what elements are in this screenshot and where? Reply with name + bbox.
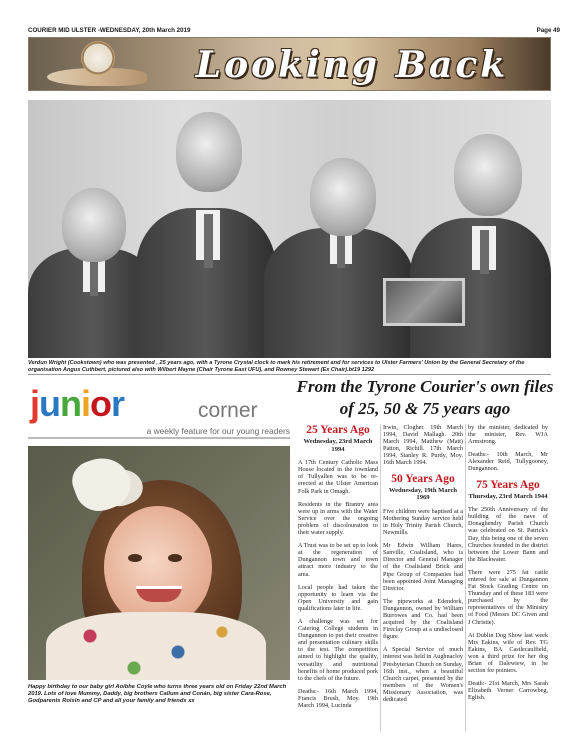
junior-letter: r <box>111 383 125 424</box>
article-paragraph: Mr Edwin William Hares, Sanville, Coalisland, who is Director and General Manager of the Coalisland Brick and Pipe Group of Companies had been appointed Joint Managing Director. <box>383 542 463 592</box>
article-paragraph: Deaths:- 10th March, Mr Alexander Reid, Tullygooney, Dungannon. <box>468 451 548 473</box>
article-paragraph: by the minister, dedicated by the minister, Rev. WJA Armstrong. <box>468 424 548 446</box>
section-divider <box>28 374 551 375</box>
article-paragraph: A Trust was to be set up to look at the regeneration of Dungannon town and town attract more industry to the area. <box>298 542 378 578</box>
article-paragraph: A Special Service of much interest was held in Aughnacloy Presbyterian Church on Sunday, 16th inst., when a beautiful Church carpet, presented by the members of the Women's Missionary Association, was dedicated <box>383 646 463 703</box>
article-paragraph: The 250th Anniversary of the building of the nave of Donaghendry Parish Church was celebrated on St. Patrick's Day, this being one of the seven Churches founded in the district between the Lower Bann and the Blackwater. <box>468 506 548 563</box>
photo-eye <box>168 554 182 562</box>
tagline-underline <box>28 437 290 439</box>
article-paragraph: Residents in the Brantry area were up in arms with the Water Service over the ongoing problem of discolouration to their water supply. <box>298 500 378 537</box>
junior-tagline: a weekly feature for our young readers <box>146 426 290 436</box>
page-header <box>28 27 560 37</box>
section-title-75: 75 Years Ago <box>476 478 540 491</box>
junior-letter: i <box>81 383 91 424</box>
birthday-photo <box>28 446 290 680</box>
banner-title: Looking Back <box>195 44 509 86</box>
section-date-50: Wednesday, 19th March 1969 <box>388 486 458 502</box>
junior-letter: u <box>39 383 61 424</box>
main-photo <box>28 100 551 358</box>
article-paragraph: Irwin, Clogher. 19th March 1994, David Mallagh. 20th March 1994, Matthew (Matt) Patton, Richill. 17th March 1994, Stanley R. Purdy, Moy. 16th March 1994. <box>383 424 463 467</box>
column-rule <box>465 424 466 732</box>
pocket-watch-icon <box>81 41 115 75</box>
section-title-50: 50 Years Ago <box>391 472 455 485</box>
photo-person-3 <box>264 158 414 358</box>
main-photo-caption: Verdun Wright (Cookstown) who was presented , 25 years ago, with a Tyrone Crystal clock to mark his retirement and for services to Ulster Farmers' Union by the General Secretary of the organisation Angus Cuthbert, pictured also with Wilbert Mayne (Chair Tyrone East UFU), and Rowney Stewart (Ex Chair).bt19 1292 <box>28 360 525 373</box>
junior-word <box>30 384 124 424</box>
column-rule <box>380 424 381 732</box>
photo-dress <box>46 612 266 680</box>
section-title-25: 25 Years Ago <box>306 424 370 436</box>
section-date-25: Wednesday, 23rd March 1994 <box>303 438 373 453</box>
article-paragraph: Local people had taken the opportunity to learn via the Open University and gain qualifications later in life. <box>298 583 378 612</box>
junior-corner-logo <box>28 384 290 444</box>
header-page-number: Page 49 <box>536 27 560 34</box>
article-paragraph: Five children were baptised at a Mothering Sunday service held in Holy Trinity Parish Church, Newmills. <box>383 507 463 537</box>
article-paragraph: Death:- 21st March, Mrs Sarah Elizabeth Verner Carrowbeg, Eglish. <box>468 680 548 702</box>
junior-letter: j <box>30 383 40 424</box>
photo-person-2 <box>136 108 276 358</box>
column-25-years <box>298 424 378 715</box>
looking-back-banner <box>28 37 551 91</box>
section-date-75: Thursday, 23rd March 1944 <box>468 492 548 500</box>
photo-face <box>104 506 212 628</box>
presentation-clock <box>383 278 465 326</box>
article-paragraph: A challenge was set for Catering College students in Dungannon to put their creative and presentation culinary skills to the test. The competition aimed to highlight the quality, versatility and nutritional benefits of home produced pork to the chefs of the future. <box>298 617 378 682</box>
article-paragraph: The pipeworks at Edendork, Dungannon, owned by William Burrowes and Co. had been acquired by the Coalisland Fireclay Group at a undisclosed figure. <box>383 597 463 641</box>
birthday-caption: Happy birthday to our baby girl Aoibhe Coyle who turns three years old on Friday 22nd March 2019. Lots of love Mummy, Daddy, big brothers Callum and Conán, big sister Cara-Rose, Godparents Roisin and CP and all your family and friends xx <box>28 684 287 704</box>
column-50-years <box>383 424 463 709</box>
article-paragraph: There were 275 fat cattle entered for sale at Dungannon Fat Stock Grading Centre on Thursday and of these 183 were purchased by the representatives of the Ministry of Food (Messrs DC Given and J Christie). <box>468 568 548 626</box>
junior-letter: o <box>90 383 112 424</box>
photo-eye <box>128 554 142 562</box>
article-paragraph: Deaths:- 16th March 1994, Francis Brush, Moy. 19th March 1994, Lucinda <box>298 687 378 709</box>
junior-letter: n <box>60 383 82 424</box>
corner-word: corner <box>198 399 258 422</box>
files-headline: From the Tyrone Courier's own files of 25, 50 & 75 years ago <box>296 377 554 418</box>
header-publication: COURIER MID ULSTER -WEDNESDAY, 20th March 2019 <box>28 27 191 34</box>
column-75-years <box>468 424 548 708</box>
article-paragraph: A 17th Century Catholic Mass House located in the townland of Tullyallen was to be re-erected at the Ulster American Folk Park in Omagh. <box>298 459 378 495</box>
article-paragraph: At Dublin Dog Show last week Mrs Eakins, wife of Rev. TG Eakins, BA Castlecaulfield, won a third prize for her dog Brian of Dalewiew, in he section for pointers. <box>468 631 548 675</box>
